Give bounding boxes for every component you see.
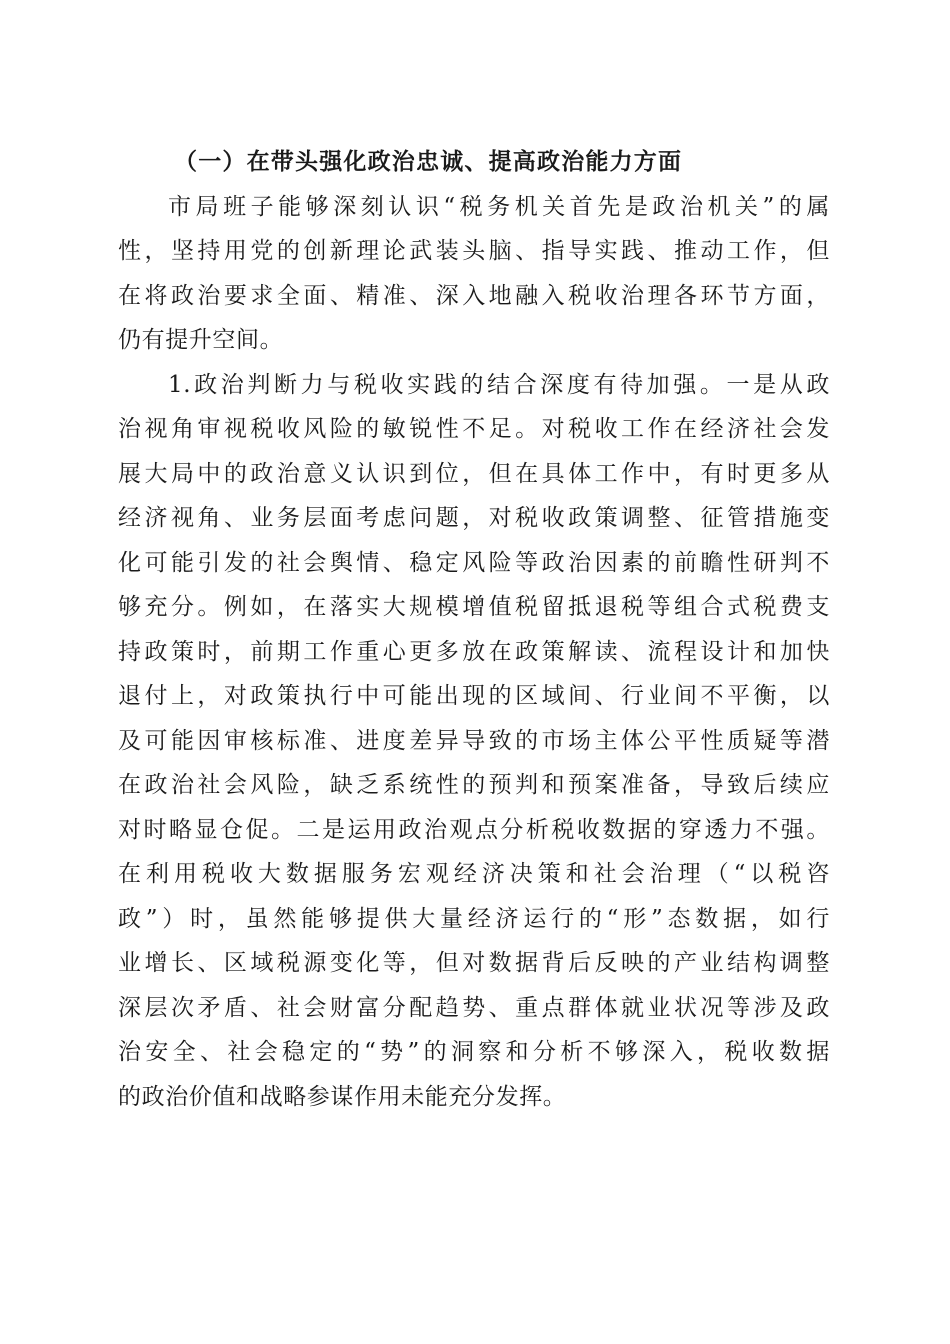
paragraph-line: 仍有提升空间。 (118, 327, 284, 353)
paragraph-line: 对时略显仓促。二是运用政治观点分析税收数据的穿透力不强。 (118, 816, 830, 843)
paragraph-line: 政”）时，虽然能够提供大量经济运行的“形”态数据，如行 (118, 905, 830, 932)
paragraph-intro (118, 185, 830, 363)
paragraph-line: 性，坚持用党的创新理论武装头脑、指导实践、推动工作，但 (118, 238, 830, 264)
document-body (118, 140, 830, 1119)
paragraph-point-1 (118, 363, 830, 1120)
paragraph-line: 业增长、区域税源变化等，但对数据背后反映的产业结构调整 (118, 950, 830, 976)
paragraph-line: 在将政治要求全面、精准、深入地融入税收治理各环节方面， (118, 282, 830, 309)
paragraph-line: 在政治社会风险，缺乏系统性的预判和预案准备，导致后续应 (118, 772, 830, 798)
paragraph-line: 够充分。例如，在落实大规模增值税留抵退税等组合式税费支 (118, 594, 830, 620)
paragraph-line: 1.政治判断力与税收实践的结合深度有待加强。一是从政 (168, 371, 830, 398)
paragraph-line: 市局班子能够深刻认识“税务机关首先是政治机关”的属 (168, 193, 830, 220)
paragraph-line: 经济视角、业务层面考虑问题，对税收政策调整、征管措施变 (118, 505, 830, 531)
paragraph-line: 在利用税收大数据服务宏观经济决策和社会治理（“以税咨 (118, 861, 830, 887)
paragraph-line: 治安全、社会稳定的“势”的洞察和分析不够深入，税收数据 (118, 1039, 830, 1065)
paragraph-line: 持政策时，前期工作重心更多放在政策解读、流程设计和加快 (118, 638, 830, 665)
paragraph-line: 化可能引发的社会舆情、稳定风险等政治因素的前瞻性研判不 (118, 549, 830, 576)
paragraph-line: 深层次矛盾、社会财富分配趋势、重点群体就业状况等涉及政 (118, 994, 830, 1021)
section-heading: （一）在带头强化政治忠诚、提高政治能力方面 (174, 148, 683, 175)
paragraph-line: 及可能因审核标准、进度差异导致的市场主体公平性质疑等潜 (118, 727, 830, 754)
paragraph-line: 治视角审视税收风险的敏锐性不足。对税收工作在经济社会发 (118, 416, 830, 442)
paragraph-line: 退付上，对政策执行中可能出现的区域间、行业间不平衡，以 (118, 683, 830, 709)
paragraph-line: 展大局中的政治意义认识到位，但在具体工作中，有时更多从 (118, 460, 830, 487)
paragraph-line: 的政治价值和战略参谋作用未能充分发挥。 (118, 1083, 567, 1110)
